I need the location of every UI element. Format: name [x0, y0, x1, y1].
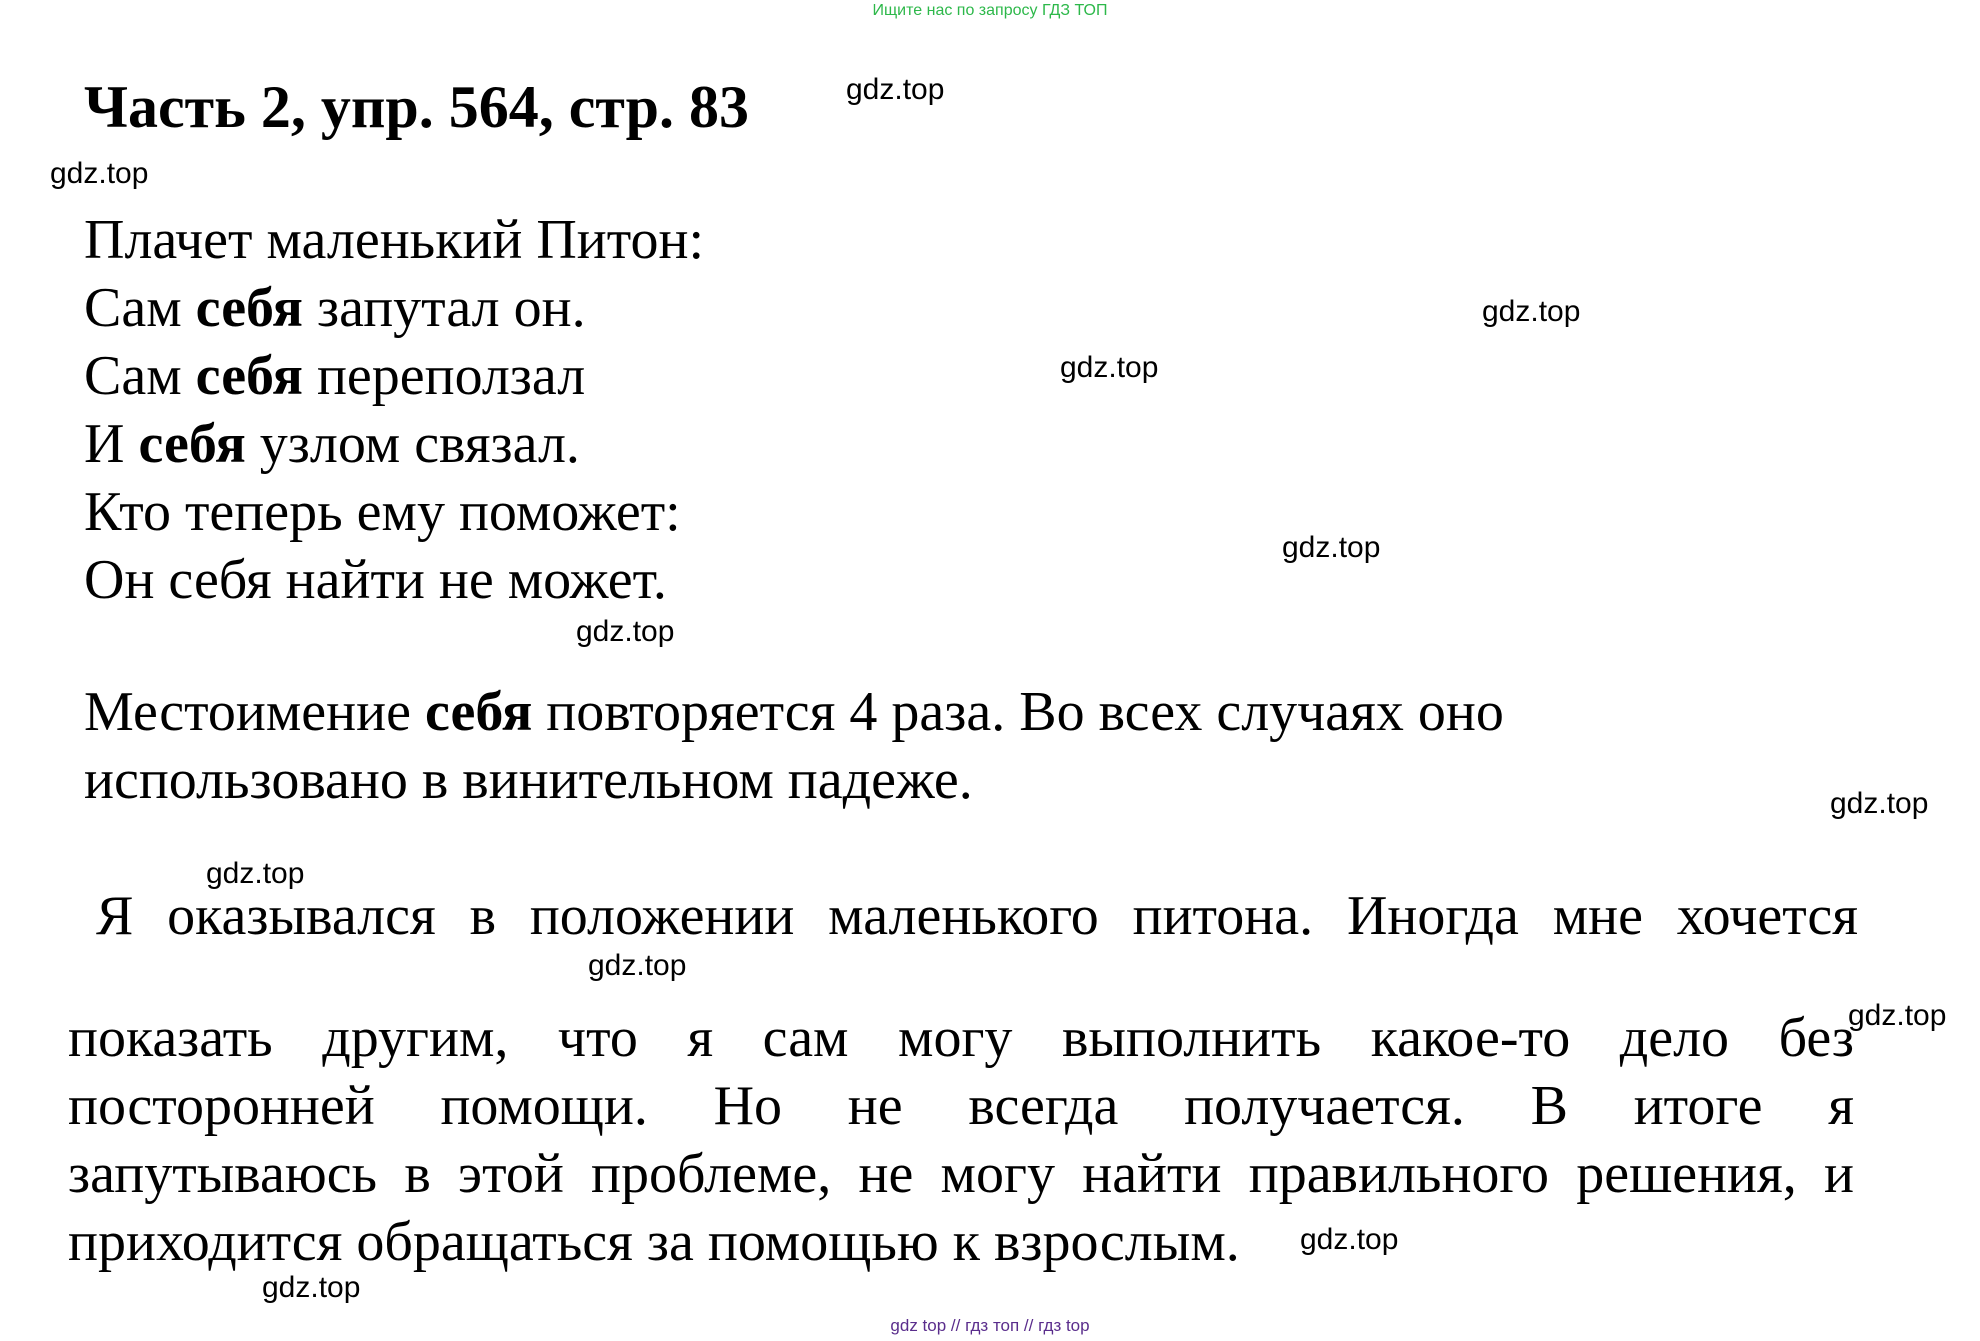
top-banner: Ищите нас по запросу ГДЗ ТОП — [872, 2, 1108, 19]
watermark: gdz.top — [588, 949, 687, 982]
highlighted-pronoun: себя — [138, 413, 246, 475]
paragraph-line: посторонней помощи. Но не всегда получается. В итоге я — [68, 1075, 1854, 1137]
highlighted-pronoun: себя — [195, 345, 303, 407]
paragraph-line: показать другим, что я сам могу выполнить какое-то дело без — [68, 1007, 1854, 1069]
page-title: Часть 2, упр. 564, стр. 83 — [84, 74, 750, 140]
watermark: gdz.top — [1060, 351, 1159, 384]
poem-line: Кто теперь ему поможет: — [84, 481, 681, 543]
paragraph-line: приходится обращаться за помощью к взрослым. — [68, 1211, 1240, 1273]
poem-line: Он себя найти не может. — [84, 549, 667, 611]
paragraph-line: Местоимение себя повторяется 4 раза. Во всех случаях оно — [84, 681, 1504, 743]
poem-line: Сам себя переползал — [84, 345, 586, 407]
highlighted-pronoun: себя — [424, 681, 533, 743]
essay-first-line: Я оказывался в положении маленького питона. Иногда мне хочется — [96, 885, 1858, 947]
watermark: gdz.top — [1830, 787, 1929, 820]
watermark: gdz.top — [1848, 999, 1947, 1032]
watermark: gdz.top — [1300, 1223, 1399, 1256]
watermark: gdz.top — [576, 615, 675, 648]
poem-line: Сам себя запутал он. — [84, 277, 586, 339]
watermark: gdz.top — [1282, 531, 1381, 564]
footer-watermark: gdz top // гдз топ // гдз top — [890, 1316, 1090, 1335]
watermark: gdz.top — [262, 1271, 361, 1304]
paragraph-line: запутываюсь в этой проблеме, не могу найти правильного решения, и — [68, 1143, 1854, 1205]
poem — [84, 206, 704, 614]
watermark: gdz.top — [1482, 295, 1581, 328]
highlighted-pronoun: себя — [195, 277, 303, 339]
paragraph-line: использовано в винительном падеже. — [84, 749, 973, 811]
analysis-paragraph — [84, 678, 1504, 814]
watermark: gdz.top — [846, 73, 945, 106]
watermark: gdz.top — [206, 857, 305, 890]
essay-paragraph — [68, 1004, 1854, 1276]
watermark: gdz.top — [50, 157, 149, 190]
poem-line: Плачет маленький Питон: — [84, 209, 705, 271]
poem-line: И себя узлом связал. — [84, 413, 580, 475]
